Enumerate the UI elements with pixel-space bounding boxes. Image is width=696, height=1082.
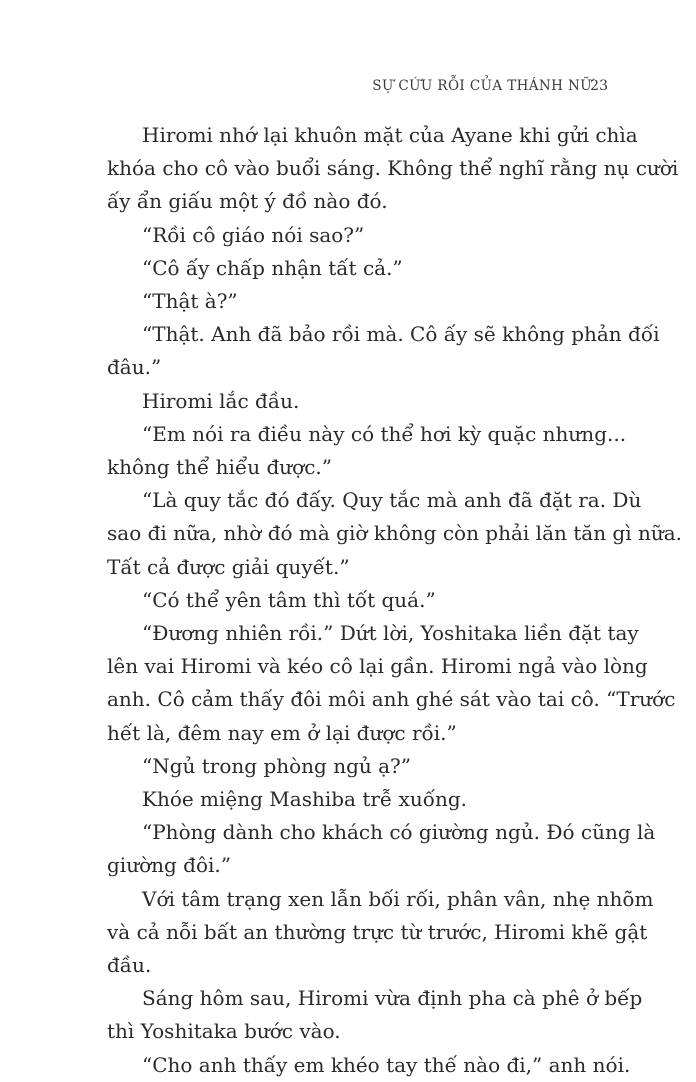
text-line: thì Yoshitaka bước vào. (107, 1019, 341, 1044)
text-line: “Phòng dành cho khách có giường ngủ. Đó cũng là (142, 820, 656, 845)
text-line: ấy ẩn giấu một ý đồ nào đó. (107, 189, 388, 214)
text-line: lên vai Hiromi và kéo cô lại gần. Hiromi ngả vào lòng (107, 654, 648, 679)
text-line: Với tâm trạng xen lẫn bối rối, phân vân, nhẹ nhõm (142, 886, 654, 911)
text-line: Hiromi nhớ lại khuôn mặt của Ayane khi gửi chìa (142, 123, 638, 147)
text-line: khóa cho cô vào buổi sáng. Không thể nghĩ rằng nụ cười (107, 156, 679, 181)
text-line: “Cô ấy chấp nhận tất cả.” (142, 255, 403, 280)
running-title: SỰ CỨU RỖI CỦA THÁNH NỮ (372, 78, 592, 94)
text-line: và cả nỗi bất an thường trực từ trước, Hiromi khẽ gật (107, 919, 648, 944)
text-line: sao đi nữa, nhờ đó mà giờ không còn phải lăn tăn gì nữa. (107, 521, 683, 546)
text-line: đầu. (107, 953, 152, 978)
text-line: “Thật. Anh đã bảo rồi mà. Cô ấy sẽ không phản đối (142, 322, 660, 347)
text-line: Sáng hôm sau, Hiromi vừa định pha cà phê ở bếp (142, 986, 643, 1011)
text-line: anh. Cô cảm thấy đôi môi anh ghé sát vào tai cô. “Trước (107, 687, 676, 712)
text-line: đâu.” (107, 355, 162, 380)
text-line: “Đương nhiên rồi.” Dứt lời, Yoshitaka liền đặt tay (142, 621, 639, 646)
text-line: Khóe miệng Mashiba trễ xuống. (142, 787, 468, 812)
text-line: “Em nói ra điều này có thể hơi kỳ quặc nhưng... (142, 421, 627, 446)
text-line: không thể hiểu được.” (107, 455, 332, 480)
text-line: Tất cả được giải quyết.” (107, 554, 350, 579)
text-line: “Rồi cô giáo nói sao?” (142, 222, 365, 247)
text-line: “Ngủ trong phòng ngủ ạ?” (142, 753, 412, 778)
text-line: hết là, đêm nay em ở lại được rồi.” (107, 720, 457, 745)
text-line: “Cho anh thấy em khéo tay thế nào đi,” anh nói. (142, 1052, 631, 1077)
page-number: 23 (590, 78, 608, 94)
text-line: “Có thể yên tâm thì tốt quá.” (142, 587, 436, 612)
text-line: “Thật à?” (142, 289, 238, 314)
text-line: “Là quy tắc đó đấy. Quy tắc mà anh đã đặt ra. Dù (142, 488, 642, 513)
body-text (107, 119, 683, 1082)
text-line: giường đôi.” (107, 853, 231, 878)
text-line: Hiromi lắc đầu. (142, 388, 300, 413)
